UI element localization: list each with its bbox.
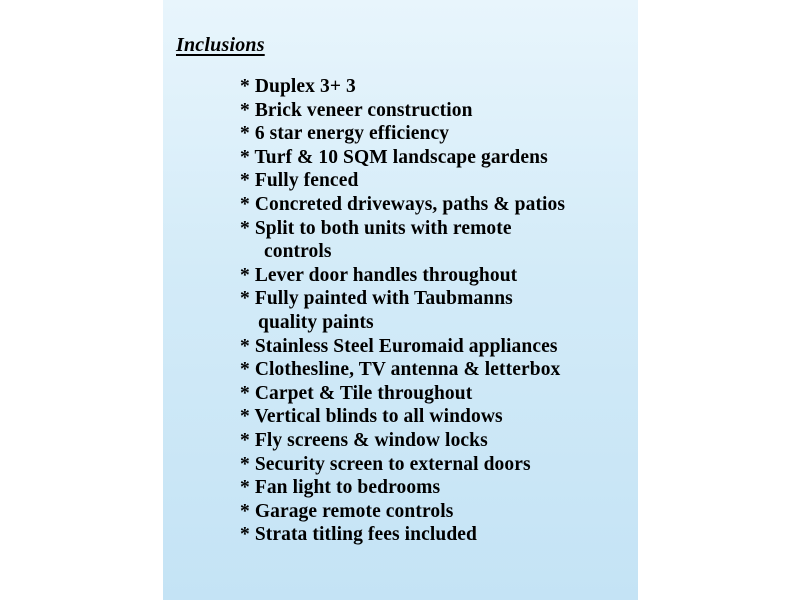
- inclusion-item-text: * 6 star energy efficiency: [240, 123, 450, 145]
- inclusion-item: [240, 122, 565, 146]
- inclusion-item-text: * Security screen to external doors: [240, 453, 531, 475]
- inclusion-item-text: * Fan light to bedrooms: [240, 477, 441, 499]
- inclusion-item: [240, 382, 565, 406]
- inclusion-item-text: * Fully painted with Taubmanns: [240, 288, 513, 310]
- inclusion-item: [240, 429, 565, 453]
- inclusions-heading: Inclusions: [176, 34, 265, 56]
- inclusion-item: [240, 405, 565, 429]
- inclusion-item-text: * Fully fenced: [240, 170, 359, 192]
- inclusion-item-text: * Carpet & Tile throughout: [240, 382, 473, 404]
- inclusion-item: [240, 500, 565, 524]
- inclusion-item: [240, 75, 565, 99]
- inclusion-item-text: * Brick veneer construction: [240, 99, 473, 121]
- inclusions-panel: [163, 0, 638, 600]
- inclusion-item: [240, 264, 565, 288]
- inclusion-item-text: * Concreted driveways, paths & patios: [240, 193, 566, 215]
- inclusion-item-text: * Strata titling fees included: [240, 524, 477, 546]
- inclusion-item-continuation: quality paints: [258, 311, 374, 333]
- inclusion-item: [240, 287, 565, 334]
- inclusion-item: [240, 217, 565, 264]
- inclusion-item: [240, 169, 565, 193]
- inclusion-item: [240, 358, 565, 382]
- inclusion-item-text: * Turf & 10 SQM landscape gardens: [240, 146, 548, 168]
- inclusion-item-text: * Clothesline, TV antenna & letterbox: [240, 359, 561, 381]
- inclusions-list: [240, 75, 565, 547]
- inclusion-item-text: * Garage remote controls: [240, 500, 454, 522]
- inclusion-item: [240, 476, 565, 500]
- inclusion-item-text: * Lever door handles throughout: [240, 264, 518, 286]
- inclusion-item-text: * Duplex 3+ 3: [240, 76, 356, 97]
- inclusion-item: [240, 193, 565, 217]
- inclusion-item: [240, 99, 565, 123]
- inclusion-item: [240, 453, 565, 477]
- inclusion-item: [240, 146, 565, 170]
- inclusion-item: [240, 335, 565, 359]
- inclusion-item-text: * Fly screens & window locks: [240, 429, 488, 451]
- inclusion-item-text: * Stainless Steel Euromaid appliances: [240, 335, 558, 357]
- inclusion-item-continuation: controls: [264, 241, 332, 263]
- inclusion-item: [240, 523, 565, 547]
- inclusion-item-text: * Vertical blinds to all windows: [240, 406, 503, 428]
- inclusion-item-text: * Split to both units with remote: [240, 217, 512, 239]
